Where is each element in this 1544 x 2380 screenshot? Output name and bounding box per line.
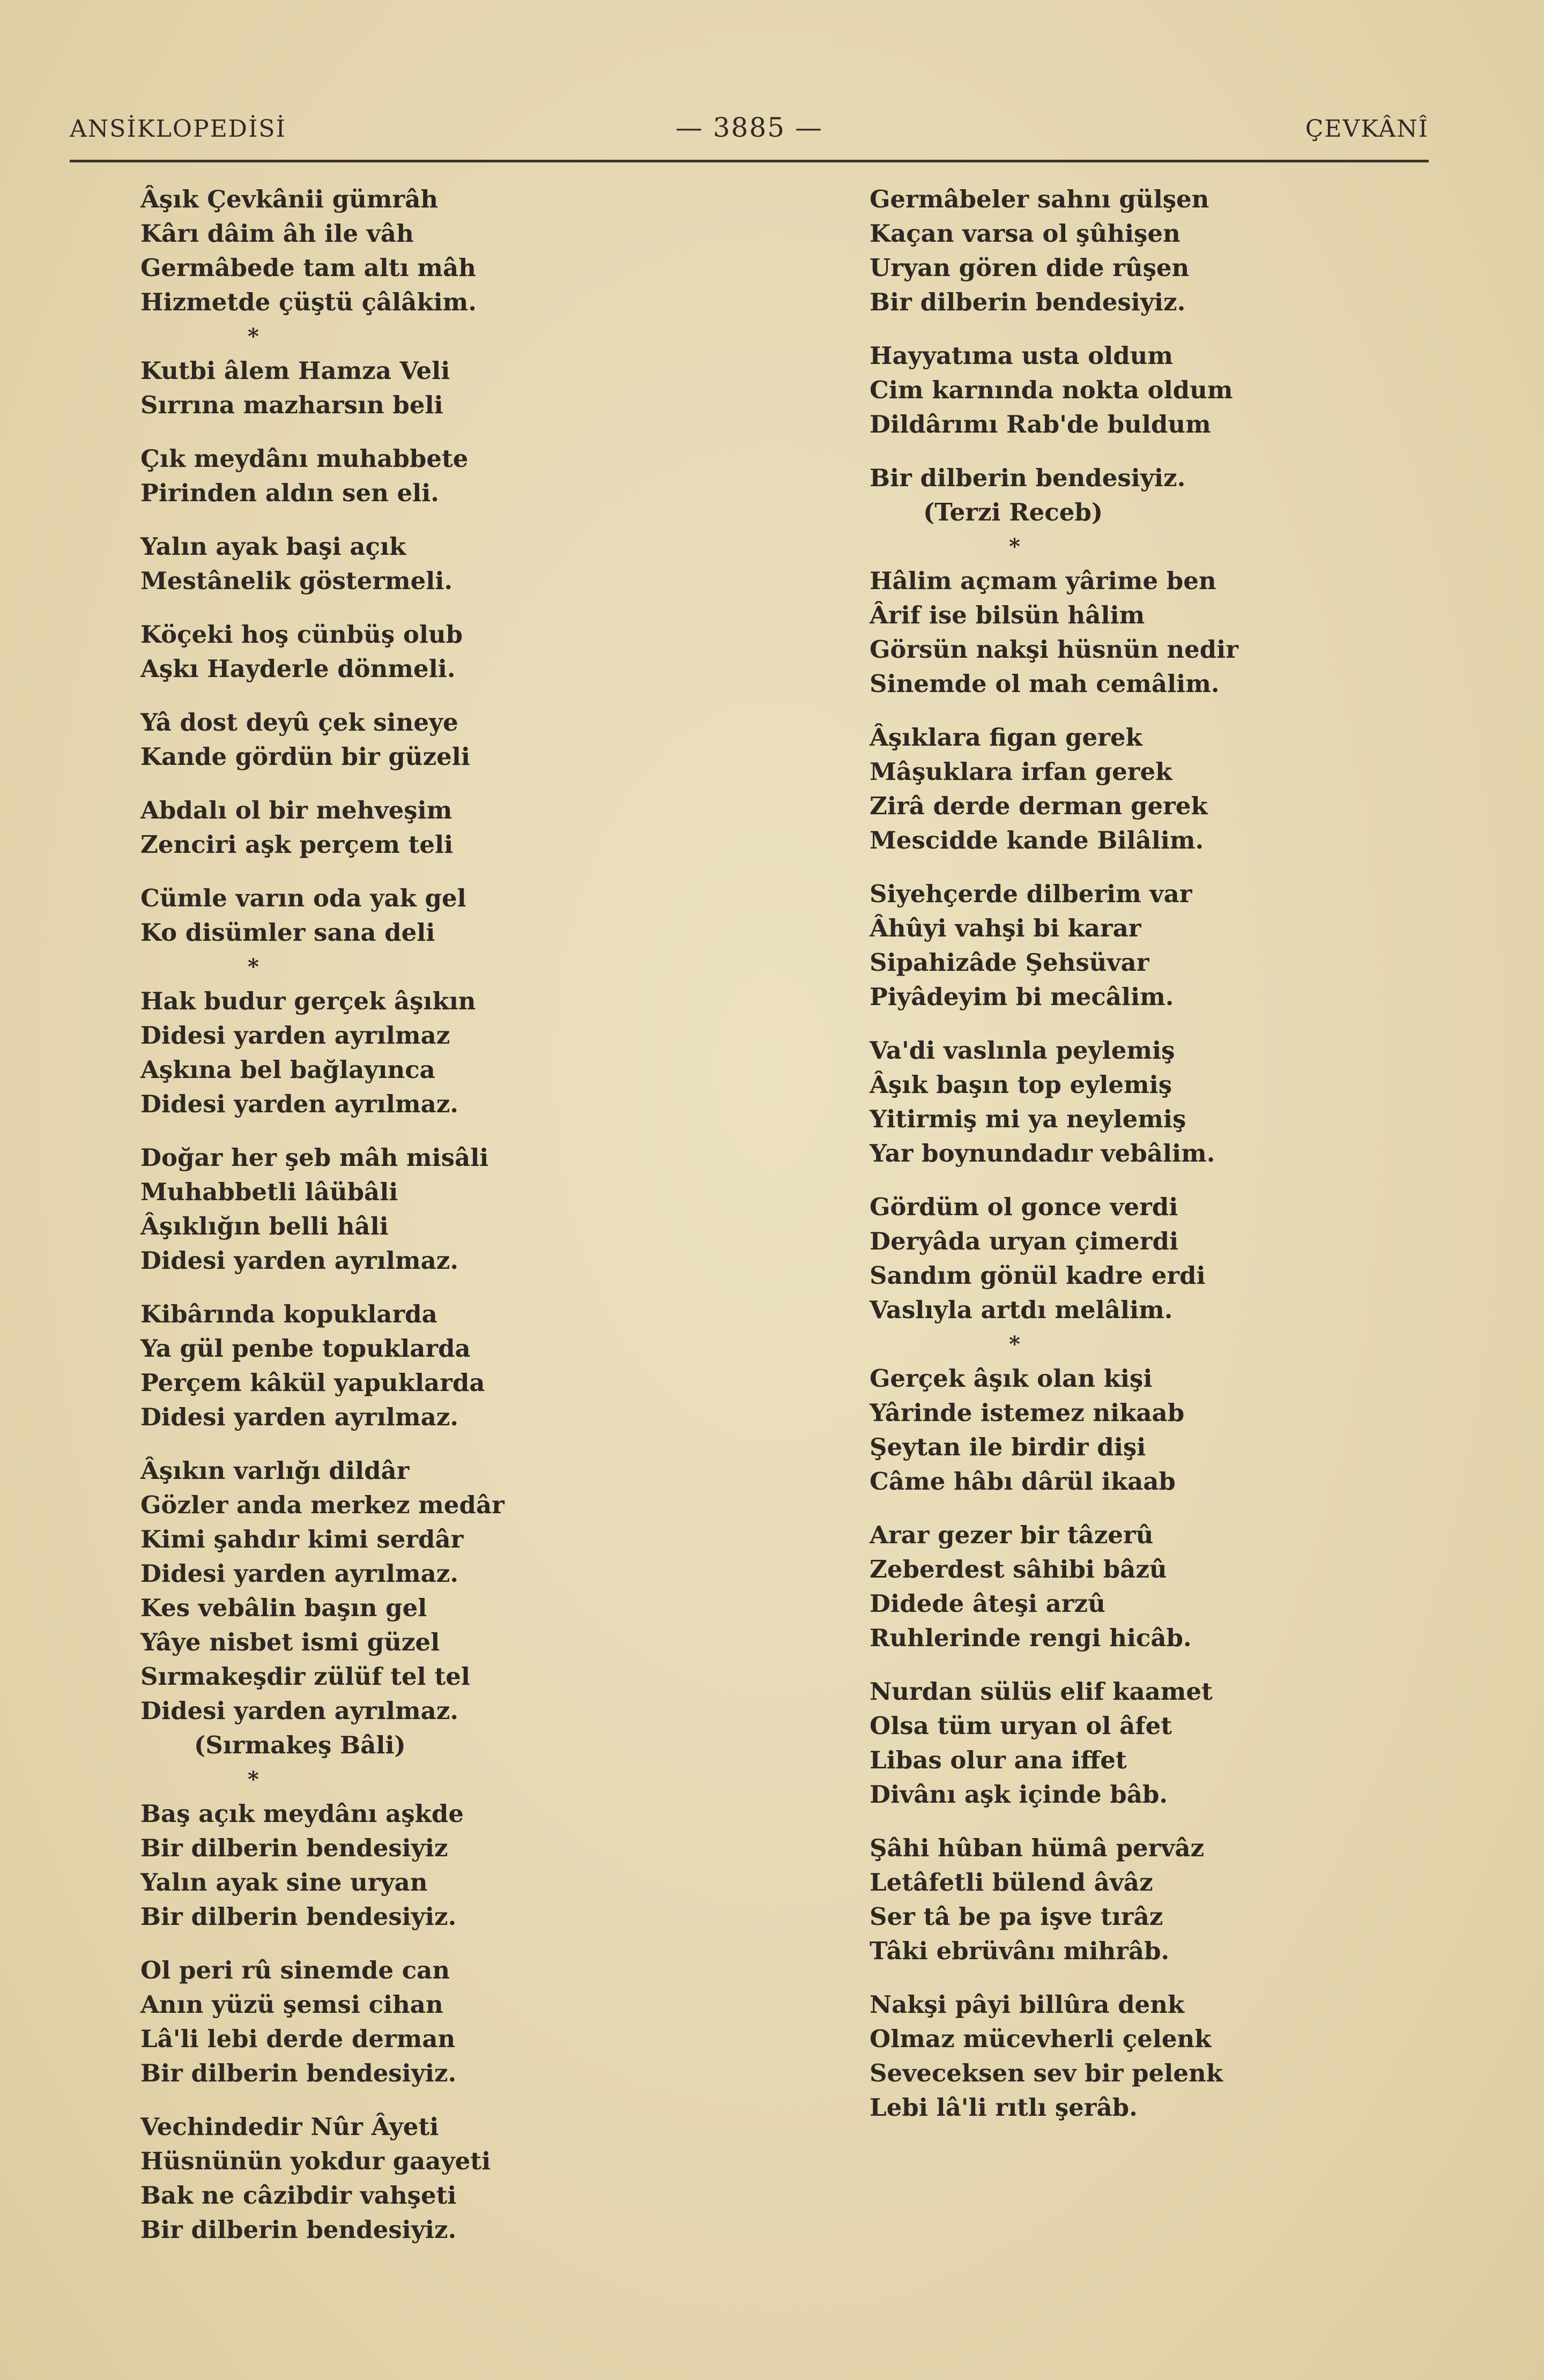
verse-line: Nakşi pâyi billûra denk [870, 1990, 1185, 2019]
verse-line: Olsa tüm uryan ol âfet [870, 1712, 1172, 1740]
verse-line: Kibârında kopuklarda [140, 1300, 437, 1328]
stanza-gap [140, 1121, 730, 1141]
verse-line: Ya gül penbe topuklarda [140, 1334, 471, 1363]
verse-line: Didesi yarden ayrılmaz. [140, 1697, 458, 1725]
verse-line: Bir dilberin bendesiyiz. [140, 2215, 457, 2244]
verse-line: Hayyatıma usta oldum [870, 341, 1174, 370]
verse-line: Didesi yarden ayrılmaz. [140, 1246, 458, 1275]
right-column [870, 182, 1486, 2125]
verse-line: Aşkı Hayderle dönmeli. [140, 654, 456, 683]
verse-line: Yâ dost deyû çek sineye [140, 708, 458, 737]
verse-line: Didesi yarden ayrılmaz. [140, 1090, 458, 1118]
verse-line: Uryan gören dide rûşen [870, 254, 1190, 282]
verse-line: Muhabbetli lâübâli [140, 1178, 398, 1206]
verse-line: Didede âteşi arzû [870, 1589, 1105, 1618]
stanza-gap [870, 1171, 1486, 1190]
verse-line: Köçeki hoş cünbüş olub [140, 620, 463, 649]
poet-credit: (Sırmakeş Bâli) [194, 1731, 406, 1759]
stanza-gap [140, 774, 730, 793]
verse-line: Gerçek âşık olan kişi [870, 1364, 1153, 1393]
verse-line: Sinemde ol mah cemâlim. [870, 670, 1220, 698]
verse-line: Kimi şahdır kimi serdâr [140, 1525, 464, 1553]
page-header [70, 112, 1429, 158]
verse-line: Lebi lâ'li rıtlı şerâb. [870, 2093, 1138, 2122]
verse-line: Sırrına mazharsın beli [140, 391, 443, 419]
verse-line: Olmaz mücevherli çelenk [870, 2025, 1212, 2053]
stanza-gap [140, 2091, 730, 2110]
stanza-gap [870, 319, 1486, 339]
verse-line: Germâbede tam altı mâh [140, 254, 476, 282]
verse-line: Gözler anda merkez medâr [140, 1491, 504, 1519]
verse-line: Çık meydânı muhabbete [140, 444, 469, 473]
verse-line: Sandım gönül kadre erdi [870, 1261, 1206, 1290]
verse-line: Âşıklara figan gerek [870, 723, 1142, 752]
verse-line: Zeberdest sâhibi bâzû [870, 1555, 1167, 1583]
page-number: — 3885 — [675, 112, 823, 143]
stanza-gap [870, 701, 1486, 720]
verse-line: Seveceksen sev bir pelenk [870, 2059, 1223, 2087]
verse-line: Didesi yarden ayrılmaz. [140, 1403, 458, 1431]
verse-line: Aşkına bel bağlayınca [140, 1055, 435, 1084]
stanza-gap [140, 1434, 730, 1454]
verse-line: Gördüm ol gonce verdi [870, 1193, 1178, 1221]
verse-line: Arar gezer bir tâzerû [870, 1521, 1154, 1549]
verse-line: Kârı dâim âh ile vâh [140, 219, 414, 248]
stanza-gap [870, 1968, 1486, 1988]
stanza-gap [140, 1278, 730, 1297]
verse-line: Mestânelik göstermeli. [140, 567, 453, 595]
verse-line: Kes vebâlin başın gel [140, 1594, 427, 1622]
verse-line: Piyâdeyim bi mecâlim. [870, 983, 1174, 1011]
verse-line: Şeytan ile birdir dişi [870, 1433, 1146, 1461]
verse-line: Kutbi âlem Hamza Veli [140, 356, 450, 385]
verse-line: Didesi yarden ayrılmaz. [140, 1559, 458, 1588]
verse-line: Lâ'li lebi derde derman [140, 2025, 456, 2053]
verse-line: Âşıklığın belli hâli [140, 1212, 389, 1240]
poet-credit: (Terzi Receb) [923, 498, 1103, 526]
verse-line: Âşıkın varlığı dildâr [140, 1456, 410, 1485]
verse-line: Libas olur ana iffet [870, 1746, 1127, 1774]
verse-line: Didesi yarden ayrılmaz [140, 1021, 450, 1050]
verse-line: Doğar her şeb mâh misâli [140, 1143, 489, 1172]
section-asterisk: * [248, 1767, 259, 1792]
header-rule [70, 160, 1429, 162]
verse-line: Pirinden aldın sen eli. [140, 479, 439, 507]
stanza-gap [870, 442, 1486, 461]
verse-line: Yârinde istemez nikaab [870, 1399, 1185, 1427]
stanza-gap [870, 1655, 1486, 1675]
verse-line: Sırmakeşdir zülüf tel tel [140, 1662, 470, 1691]
section-asterisk: * [1009, 1332, 1020, 1357]
verse-line: Âşık Çevkânii gümrâh [140, 185, 439, 213]
verse-line: Perçem kâkül yapuklarda [140, 1368, 485, 1397]
verse-line: Ser tâ be pa işve tırâz [870, 1902, 1163, 1931]
verse-line: Dildârımı Rab'de buldum [870, 410, 1211, 438]
verse-line: Nurdan sülüs elif kaamet [870, 1677, 1213, 1706]
verse-line: Görsün nakşi hüsnün nedir [870, 635, 1238, 664]
stanza-gap [140, 598, 730, 618]
left-column [140, 182, 730, 2247]
running-head-right: ÇEVKÂNÎ [1305, 115, 1429, 143]
stanza-gap [870, 1014, 1486, 1033]
verse-line: Va'di vaslınla peylemiş [870, 1036, 1175, 1065]
verse-line: Yar boynundadır vebâlim. [870, 1139, 1215, 1167]
verse-line: Bir dilberin bendesiyiz. [140, 2059, 457, 2087]
verse-line: Yitirmiş mi ya neylemiş [870, 1105, 1186, 1133]
verse-line: Bir dilberin bendesiyiz [140, 1834, 448, 1862]
verse-line: Bir dilberin bendesiyiz. [870, 288, 1186, 316]
verse-line: Hak budur gerçek âşıkın [140, 987, 476, 1015]
verse-line: Siyehçerde dilberim var [870, 880, 1192, 908]
verse-line: Sipahizâde Şehsüvar [870, 948, 1149, 977]
verse-line: Deryâda uryan çimerdi [870, 1227, 1179, 1255]
verse-line: Cümle varın oda yak gel [140, 884, 466, 912]
verse-line: Ko disümler sana deli [140, 918, 435, 947]
stanza-gap [140, 686, 730, 705]
verse-line: Şâhi hûban hümâ pervâz [870, 1834, 1205, 1862]
verse-line: Ruhlerinde rengi hicâb. [870, 1624, 1192, 1652]
verse-line: Vechindedir Nûr Âyeti [140, 2113, 439, 2141]
stanza-gap [140, 862, 730, 881]
verse-line: Mescidde kande Bilâlim. [870, 826, 1204, 854]
verse-line: Zenciri aşk perçem teli [140, 830, 454, 859]
stanza-gap [140, 1934, 730, 1953]
verse-line: Yâye nisbet ismi güzel [140, 1628, 440, 1656]
verse-line: Bir dilberin bendesiyiz. [870, 464, 1186, 492]
verse-line: Baş açık meydânı aşkde [140, 1799, 464, 1828]
verse-line: Letâfetli bülend âvâz [870, 1868, 1153, 1896]
verse-line: Bir dilberin bendesiyiz. [140, 1902, 457, 1931]
verse-line: Hüsnünün yokdur gaayeti [140, 2147, 491, 2175]
stanza-gap [870, 858, 1486, 877]
running-head-left: ANSİKLOPEDİSİ [70, 115, 286, 143]
verse-line: Hâlim açmam yârime ben [870, 567, 1216, 595]
section-asterisk: * [248, 954, 259, 979]
verse-line: Cim karnında nokta oldum [870, 376, 1233, 404]
stanza-gap [870, 1812, 1486, 1831]
verse-line: Kande gördün bir güzeli [140, 742, 470, 771]
verse-line: Mâşuklara irfan gerek [870, 757, 1172, 786]
verse-line: Divânı aşk içinde bâb. [870, 1780, 1168, 1809]
verse-line: Yalın ayak başi açık [140, 532, 406, 561]
stanza-gap [140, 422, 730, 442]
verse-line: Tâki ebrüvânı mihrâb. [870, 1937, 1170, 1965]
stanza-gap [140, 510, 730, 530]
verse-line: Anın yüzü şemsi cihan [140, 1990, 443, 2019]
verse-line: Âhûyi vahşi bi karar [870, 914, 1141, 942]
verse-line: Âşık başın top eylemiş [870, 1070, 1172, 1099]
verse-line: Yalın ayak sine uryan [140, 1868, 428, 1896]
section-asterisk: * [1009, 534, 1020, 559]
verse-line: Hizmetde çüştü çâlâkim. [140, 288, 477, 316]
verse-line: Germâbeler sahnı gülşen [870, 185, 1209, 213]
verse-line: Câme hâbı dârül ikaab [870, 1467, 1176, 1496]
section-asterisk: * [248, 324, 259, 349]
verse-line: Ârif ise bilsün hâlim [870, 601, 1145, 629]
verse-line: Zirâ derde derman gerek [870, 792, 1208, 820]
stanza-gap [870, 1499, 1486, 1518]
verse-line: Kaçan varsa ol şûhişen [870, 219, 1181, 248]
verse-line: Ol peri rû sinemde can [140, 1956, 450, 1984]
verse-line: Vaslıyla artdı melâlim. [870, 1296, 1173, 1324]
verse-line: Abdalı ol bir mehveşim [140, 796, 452, 824]
verse-line: Bak ne câzibdir vahşeti [140, 2181, 457, 2210]
